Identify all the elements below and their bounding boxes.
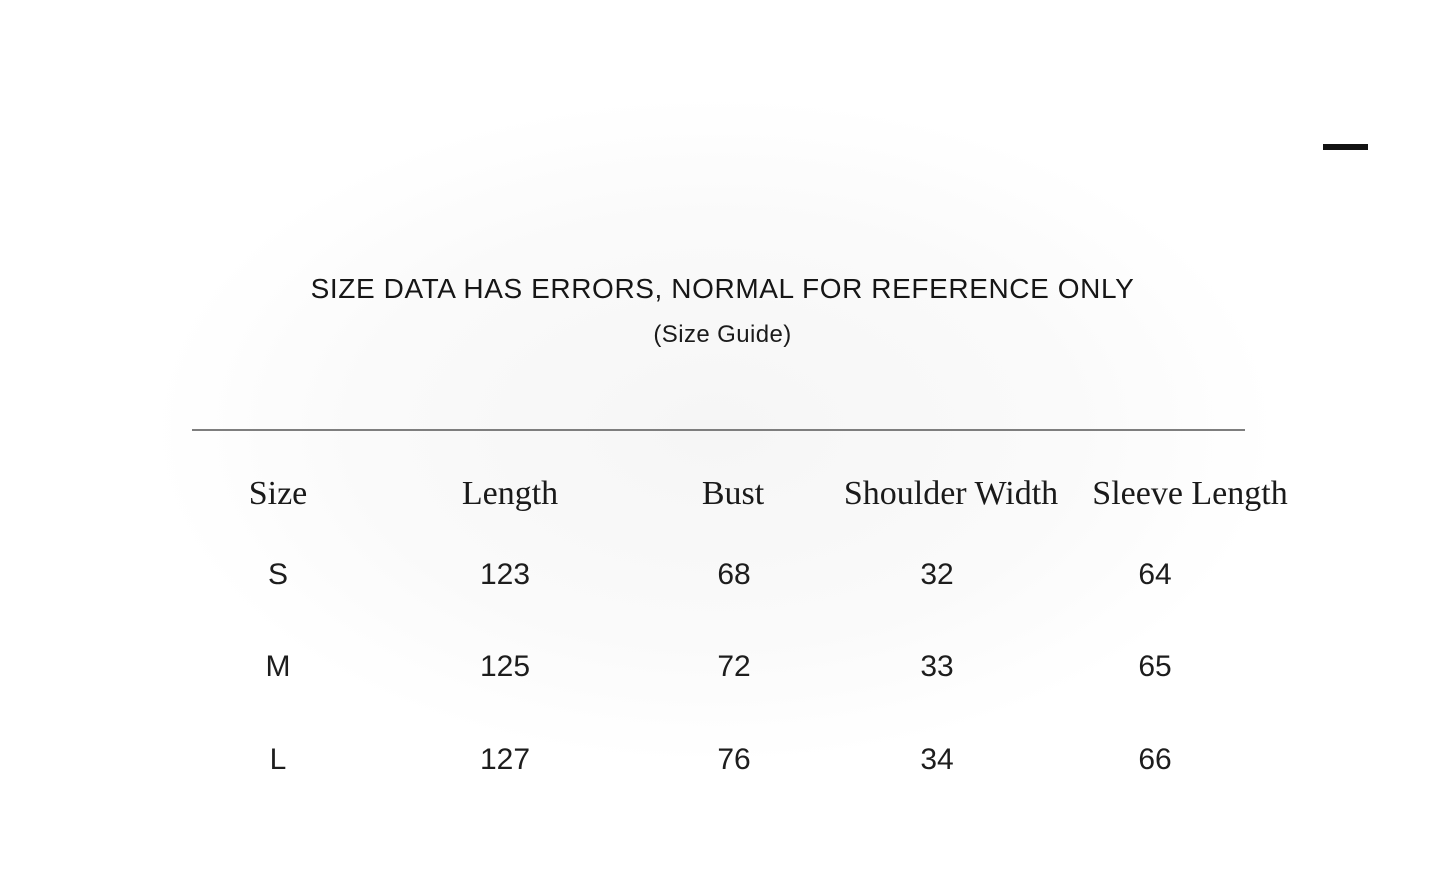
cell-length: 123 — [479, 558, 531, 591]
column-header-size: Size — [248, 475, 308, 512]
cell-sleeve-length: 66 — [1138, 743, 1172, 776]
cell-size: L — [269, 743, 287, 776]
page-subtitle: (Size Guide) — [653, 321, 792, 348]
cell-shoulder-width: 32 — [920, 558, 954, 591]
cell-size: S — [267, 558, 288, 591]
cell-shoulder-width: 34 — [920, 743, 954, 776]
cell-length: 125 — [479, 650, 531, 683]
page-title: SIZE DATA HAS ERRORS, NORMAL FOR REFERENCE ONLY — [310, 273, 1135, 304]
table-header-row — [192, 468, 1288, 520]
cell-size: M — [265, 650, 291, 683]
cell-sleeve-length: 65 — [1138, 650, 1172, 683]
dash-icon — [1323, 144, 1368, 150]
table-row-m — [192, 645, 1258, 689]
column-header-sleeve-length: Sleeve Length — [1092, 475, 1288, 512]
column-header-shoulder-width: Shoulder Width — [843, 475, 1059, 512]
cell-bust: 68 — [717, 558, 751, 591]
cell-bust: 76 — [717, 743, 751, 776]
header-divider-line — [192, 429, 1245, 431]
cell-length: 127 — [479, 743, 531, 776]
column-header-length: Length — [461, 475, 559, 512]
table-row-s — [192, 553, 1258, 597]
cell-shoulder-width: 33 — [920, 650, 954, 683]
column-header-bust: Bust — [701, 475, 765, 512]
table-row-l — [192, 738, 1258, 782]
cell-sleeve-length: 64 — [1138, 558, 1172, 591]
cell-bust: 72 — [717, 650, 751, 683]
